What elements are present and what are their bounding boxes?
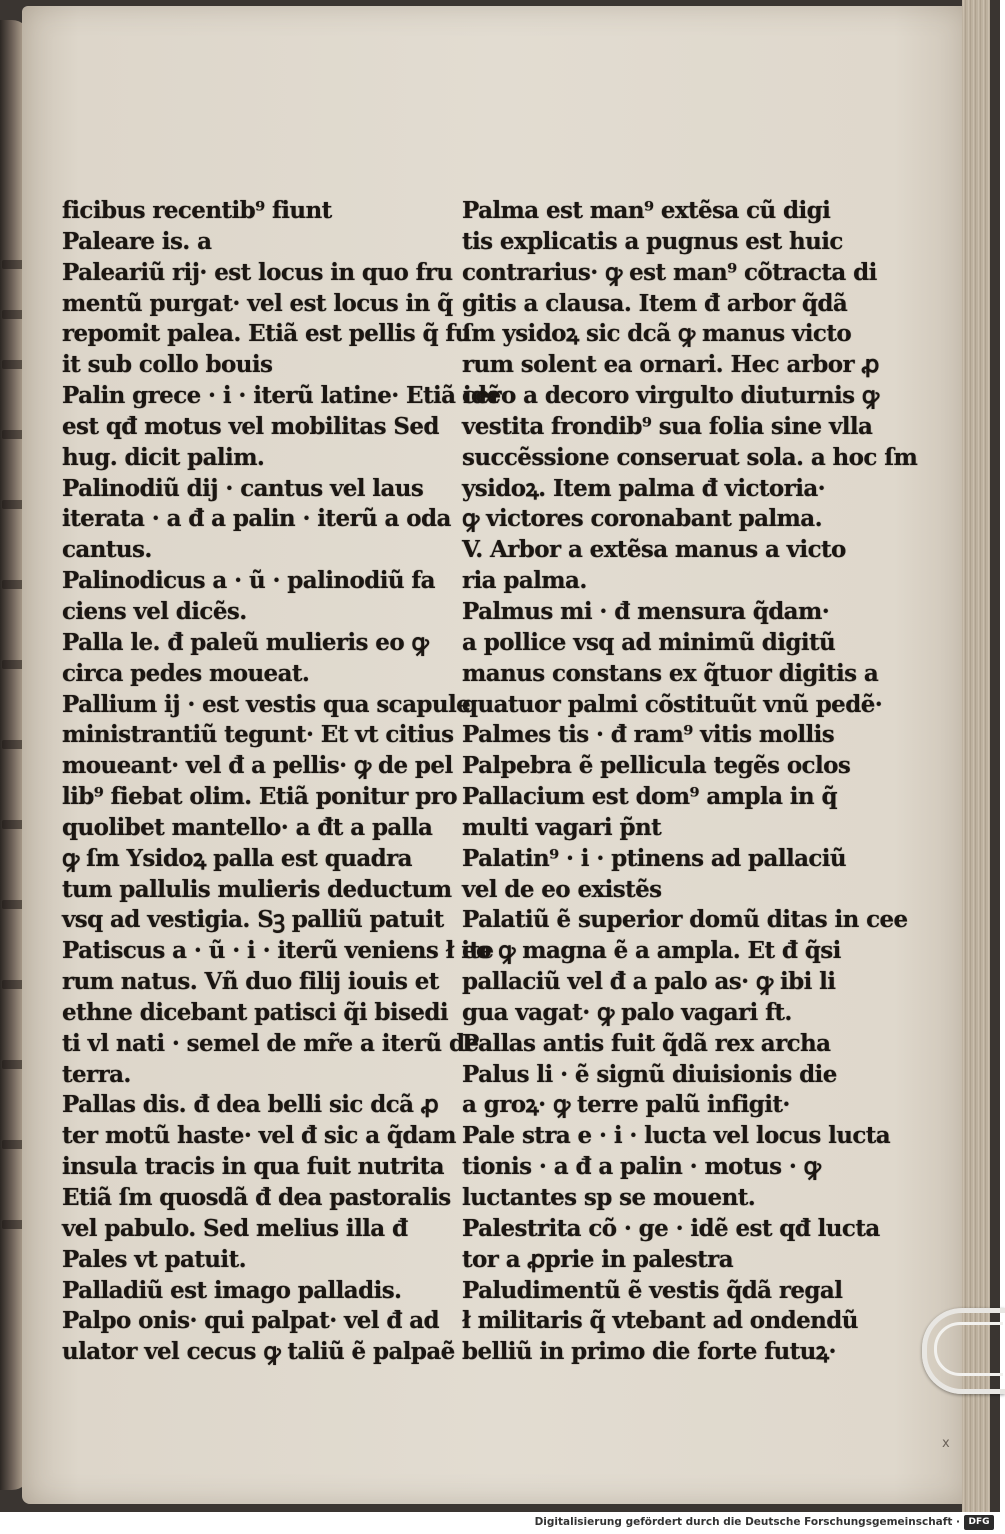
text-line: Palus li · ẽ signũ diuisionis die bbox=[462, 1060, 837, 1088]
text-line: ciens vel dicẽs. bbox=[62, 597, 247, 625]
text-line: V. Arbor a extẽsa manus a victo bbox=[462, 536, 846, 564]
text-line: Patiscus a · ũ · i · iterũ veniens ł ite bbox=[62, 937, 494, 965]
text-line: Pallas dis. đ dea belli sic dcã ꝓ bbox=[62, 1091, 439, 1119]
facing-page-text-bleed bbox=[2, 820, 24, 829]
text-line: ficibus recentib⁹ fiunt bbox=[62, 197, 332, 224]
text-line: a pollice vsq ad minimũ digitũ bbox=[462, 628, 836, 656]
left-text-column bbox=[62, 196, 501, 1368]
text-line: contrarius· ꝙ est man⁹ cõtracta di bbox=[462, 258, 877, 286]
funding-credit: Digitalisierung gefördert durch die Deutsche Forschungsgemeinschaft · bbox=[534, 1516, 960, 1528]
text-line: Pale stra e · i · lucta vel locus lucta bbox=[462, 1122, 891, 1150]
facing-page-text-bleed bbox=[2, 580, 24, 589]
text-line: eo ꝙ magna ẽ a ampla. Et đ q̃si bbox=[462, 937, 841, 965]
text-line: vel pabulo. Sed melius illa đ bbox=[62, 1214, 408, 1242]
facing-page-text-bleed bbox=[2, 310, 24, 319]
text-line: vsq ad vestigia. Sꝫ palliũ patuit bbox=[62, 906, 444, 934]
text-line: moueant· vel đ a pellis· ꝙ de pel bbox=[62, 752, 453, 780]
text-line: ministrantiũ tegunt· Et vt citius bbox=[62, 721, 454, 749]
text-line: hug. dicit palim. bbox=[62, 443, 265, 471]
facing-page-text-bleed bbox=[2, 980, 24, 989]
facing-page-text-bleed bbox=[2, 430, 24, 439]
text-line: a groꝝ· ꝙ terre palũ infigit· bbox=[462, 1091, 790, 1119]
text-line: gua vagat· ꝙ palo vagari ft. bbox=[462, 998, 792, 1026]
text-line: tionis · a đ a palin · motus · ꝙ bbox=[462, 1153, 821, 1181]
text-line: Palma est man⁹ extẽsa cũ digi bbox=[462, 197, 831, 224]
book-edge-shadow bbox=[990, 0, 1000, 1512]
facing-page-text-bleed bbox=[2, 740, 24, 749]
text-line: Palmus mi · đ mensura q̃dam· bbox=[462, 597, 830, 625]
text-line: quatuor palmi cõstituũt vnũ pedẽ· bbox=[462, 690, 883, 718]
facing-page-text-bleed bbox=[2, 1060, 24, 1069]
text-line: Palinodiũ dij · cantus vel laus bbox=[62, 474, 424, 502]
text-line: terra. bbox=[62, 1060, 131, 1088]
text-line: Palladiũ est imago palladis. bbox=[62, 1276, 402, 1304]
text-line: est qđ motus vel mobilitas Sed bbox=[62, 412, 439, 440]
text-line: Pallas antis fuit q̃dã rex archa bbox=[462, 1029, 831, 1057]
text-line: cantus. bbox=[62, 536, 152, 564]
corner-mark: x bbox=[942, 1436, 950, 1451]
text-line: ethne dicebant patisci q̃i bisedi bbox=[62, 998, 449, 1026]
text-line: cero a decoro virgulto diuturnis ꝙ bbox=[462, 382, 879, 410]
text-line: Palla le. đ paleũ mulieris eo ꝙ bbox=[62, 628, 429, 656]
text-line: ter motũ haste· vel đ sic a q̃dam bbox=[62, 1122, 456, 1150]
footer-bar bbox=[0, 1512, 1000, 1534]
text-line: pallaciũ vel đ a palo as· ꝙ ibi li bbox=[462, 968, 836, 996]
text-line: multi vagari p̃nt bbox=[462, 813, 662, 841]
text-line: ria palma. bbox=[462, 567, 587, 595]
text-line: Etiã ſm quosdã đ dea pastoralis bbox=[62, 1184, 451, 1211]
facing-page-text-bleed bbox=[2, 900, 24, 909]
text-line: tor a ꝓprie in palestra bbox=[462, 1245, 734, 1273]
text-line: ulator vel cecus ꝙ taliũ ẽ palpaẽ bbox=[62, 1338, 455, 1366]
text-line: vestita frondib⁹ sua folia sine vlla bbox=[462, 412, 873, 440]
text-line: rum solent ea ornari. Hec arbor ꝓ bbox=[462, 351, 879, 379]
text-line: insula tracis in qua fuit nutrita bbox=[62, 1153, 444, 1181]
text-line: ysidoꝝ. Item palma đ victoria· bbox=[462, 474, 826, 502]
text-line: Paleariũ rij· est locus in quo fru bbox=[62, 258, 453, 286]
text-line: Pales vt patuit. bbox=[62, 1245, 247, 1273]
text-line: ſm ysidoꝝ sic dcã ꝙ manus victo bbox=[462, 320, 852, 348]
text-line: mentũ purgat· vel est locus in q̃ bbox=[62, 289, 453, 317]
text-line: Palpebra ẽ pellicula tegẽs oclos bbox=[462, 752, 851, 780]
text-line: Palin grece · i · iterũ latine· Etiã idẽ bbox=[62, 382, 501, 410]
text-line: repomit palea. Etiã est pellis q̃ fu bbox=[62, 320, 471, 348]
text-line: tis explicatis a pugnus est huic bbox=[462, 227, 843, 255]
text-line: tum pallulis mulieris deductum bbox=[62, 875, 452, 903]
text-line: Palatin⁹ · i · ptinens ad pallaciũ bbox=[462, 844, 847, 872]
text-line: iterata · a đ a palin · iterũ a oda bbox=[62, 505, 451, 533]
text-line: belliũ in primo die forte futuꝝ· bbox=[462, 1338, 836, 1366]
text-line: succẽssione conseruat sola. a hoc ſm bbox=[462, 443, 918, 471]
text-line: Palatiũ ẽ superior domũ ditas in cee bbox=[462, 906, 908, 934]
text-line: luctantes sp se mouent. bbox=[462, 1184, 756, 1211]
text-line: Paludimentũ ẽ vestis q̃dã regal bbox=[462, 1276, 843, 1304]
text-line: quolibet mantello· a đt a palla bbox=[62, 813, 433, 841]
text-line: Pallacium est dom⁹ ampla in q̃ bbox=[462, 783, 837, 811]
text-line: Palmes tis · đ ram⁹ vitis mollis bbox=[462, 721, 835, 749]
text-line: ꝙ victores coronabant palma. bbox=[462, 505, 822, 533]
dfg-logo-icon: DFG bbox=[964, 1515, 994, 1530]
text-line: Palpo onis· qui palpat· vel đ ad bbox=[62, 1307, 440, 1335]
facing-page-text-bleed bbox=[2, 500, 24, 509]
facing-page-text-bleed bbox=[2, 1140, 24, 1149]
right-text-column bbox=[462, 196, 918, 1368]
text-line: rum natus. Vñ duo filij iouis et bbox=[62, 968, 439, 996]
text-line: lib⁹ fiebat olim. Etiã ponitur pro bbox=[62, 783, 457, 811]
facing-page-text-bleed bbox=[2, 360, 24, 369]
facing-page-text-bleed bbox=[2, 660, 24, 669]
text-line: Palinodicus a · ũ · palinodiũ fa bbox=[62, 567, 435, 595]
text-line: gitis a clausa. Item đ arbor q̃dã bbox=[462, 289, 848, 317]
text-line: it sub collo bouis bbox=[62, 351, 273, 379]
text-line: vel de eo existẽs bbox=[462, 875, 662, 903]
text-line: circa pedes moueat. bbox=[62, 659, 310, 687]
text-line: ꝙ ſm Ysidoꝝ palla est quadra bbox=[62, 844, 412, 872]
facing-page-text-bleed bbox=[2, 1220, 24, 1229]
text-line: Palestrita cõ · ge · idẽ est qđ lucta bbox=[462, 1214, 880, 1242]
text-line: Pallium ij · est vestis qua scapule bbox=[62, 690, 471, 718]
facing-page-text-bleed bbox=[2, 260, 24, 269]
text-line: ti vl nati · semel de mr̃e a iterũ de bbox=[62, 1029, 479, 1057]
page-clip-inner-icon bbox=[934, 1322, 1003, 1376]
text-line: ł militaris q̃ vtebant ad ondendũ bbox=[462, 1307, 858, 1335]
text-line: Paleare is. a bbox=[62, 227, 212, 255]
text-line: manus constans ex q̃tuor digitis a bbox=[462, 659, 879, 687]
